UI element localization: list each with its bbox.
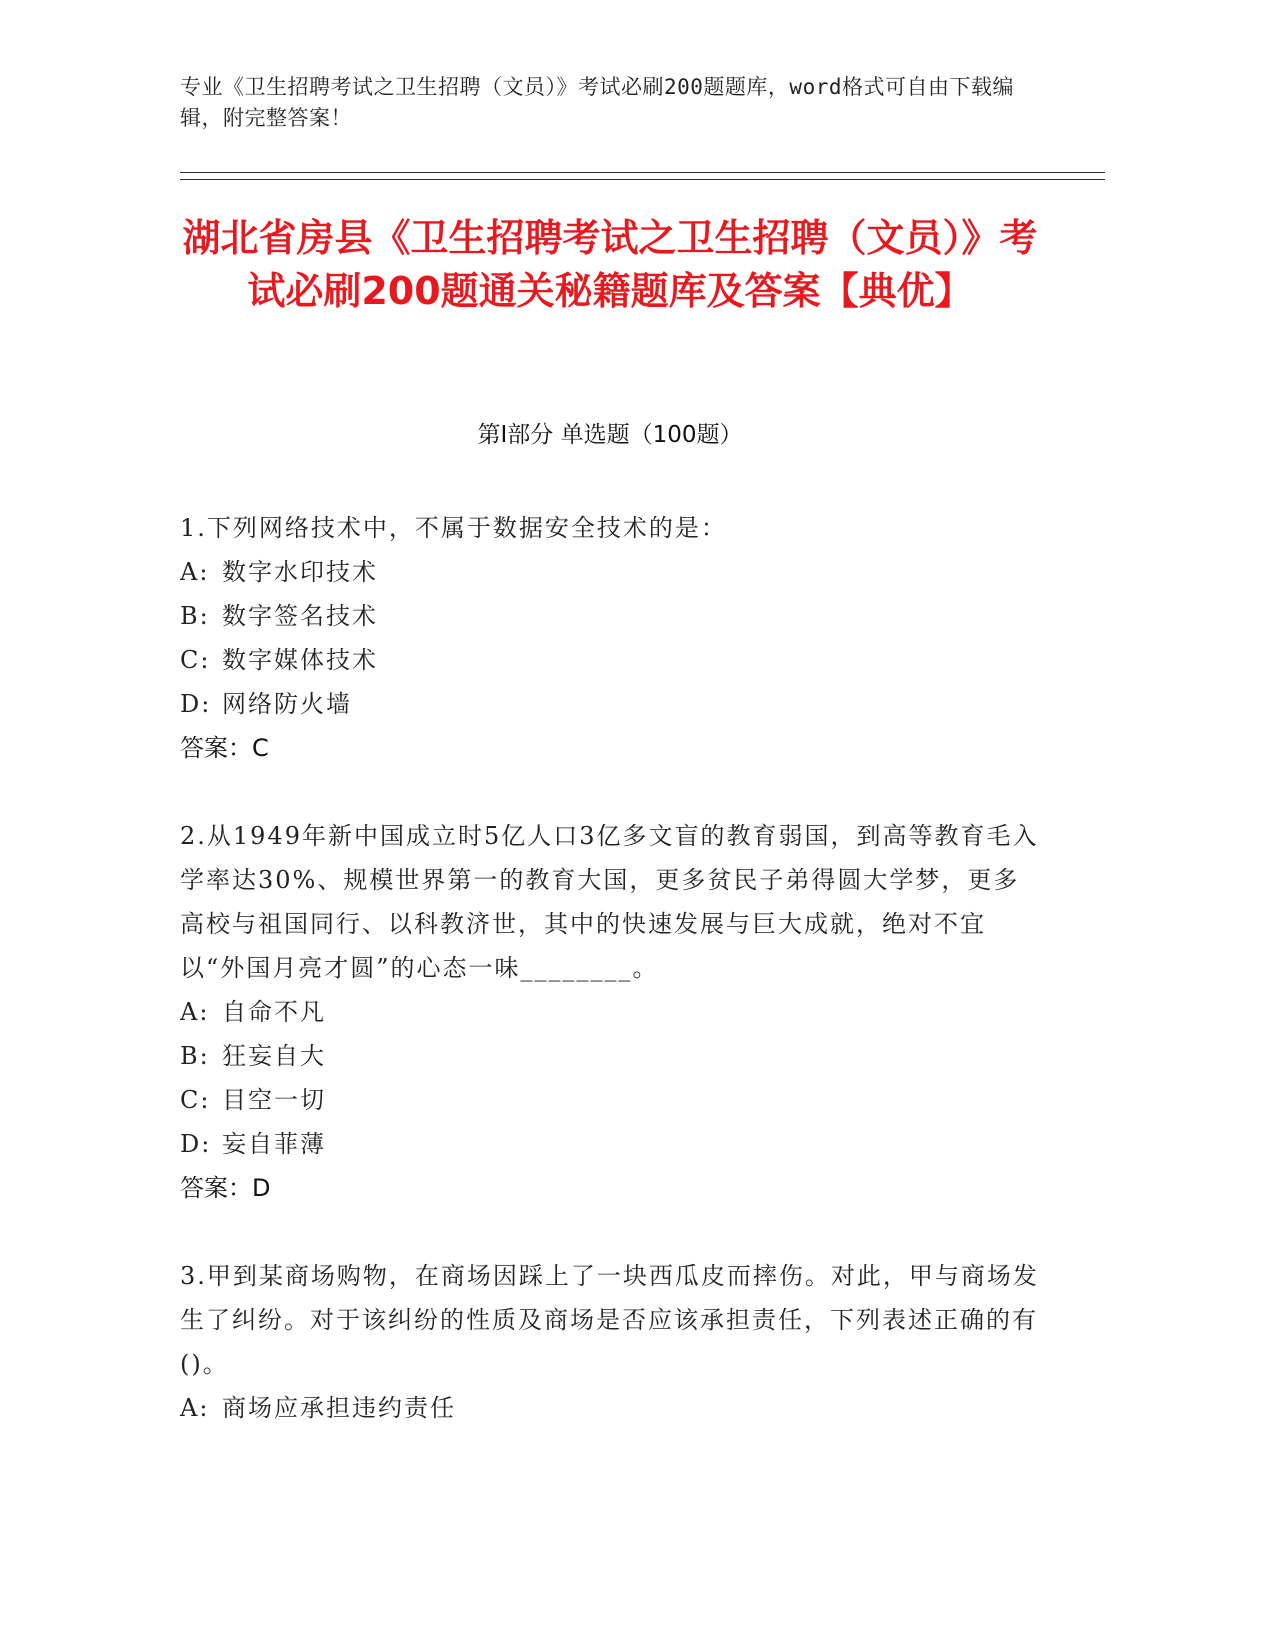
option-text: 目空一切 <box>222 1086 326 1114</box>
question-text: 1.下列网络技术中，不属于数据安全技术的是： <box>180 514 727 542</box>
document-title: 湖北省房县《卫生招聘考试之卫生招聘（文员）》考试必刷200题通关秘籍题库及答案【典优】 <box>182 216 1038 313</box>
option-text: 数字签名技术 <box>222 602 378 630</box>
header-note: 专业《卫生招聘考试之卫生招聘（文员）》考试必刷200题题库，word格式可自由下载编辑，附完整答案！ <box>180 75 1014 130</box>
option-letter: D: <box>180 690 212 718</box>
question-1 <box>180 506 1040 770</box>
section-heading: 第Ⅰ部分 单选题（100题） <box>477 422 743 448</box>
option-d <box>180 682 1040 726</box>
option-a <box>180 990 1040 1034</box>
question-text: 3.甲到某商场购物，在商场因踩上了一块西瓜皮而摔伤。对此，甲与商场发生了纠纷。对于该纠纷的性质及商场是否应该承担责任，下列表述正确的有()。 <box>180 1262 1039 1378</box>
option-letter: A: <box>180 1394 210 1422</box>
option-text: 网络防火墙 <box>222 690 352 718</box>
option-letter: D: <box>180 1130 212 1158</box>
answer-line: 答案：C <box>180 734 269 762</box>
option-letter: A: <box>180 558 210 586</box>
option-a <box>180 550 1040 594</box>
option-text: 数字媒体技术 <box>222 646 378 674</box>
option-text: 数字水印技术 <box>222 558 378 586</box>
option-letter: C: <box>180 1086 211 1114</box>
option-text: 商场应承担违约责任 <box>222 1394 456 1422</box>
option-letter: A: <box>180 998 210 1026</box>
option-b <box>180 1034 1040 1078</box>
option-text: 自命不凡 <box>222 998 326 1026</box>
question-list <box>180 506 1040 1474</box>
option-b <box>180 594 1040 638</box>
header-divider-bottom <box>180 179 1105 180</box>
header-divider-top <box>180 172 1105 173</box>
option-text: 妄自菲薄 <box>222 1130 326 1158</box>
option-a <box>180 1386 1040 1430</box>
option-letter: B: <box>180 602 210 630</box>
question-3 <box>180 1254 1040 1430</box>
answer-line: 答案：D <box>180 1174 271 1202</box>
option-text: 狂妄自大 <box>222 1042 326 1070</box>
option-c <box>180 638 1040 682</box>
question-2 <box>180 814 1040 1210</box>
option-c <box>180 1078 1040 1122</box>
option-letter: C: <box>180 646 211 674</box>
question-text: 2.从1949年新中国成立时5亿人口3亿多文盲的教育弱国，到高等教育毛入学率达30%、规模世界第一的教育大国，更多贫民子弟得圆大学梦，更多高校与祖国同行、以科教济世，其中的快速发展与巨大成就，绝对不宜以“外国月亮才圆”的心态一味________。 <box>180 822 1039 982</box>
option-d <box>180 1122 1040 1166</box>
option-letter: B: <box>180 1042 210 1070</box>
